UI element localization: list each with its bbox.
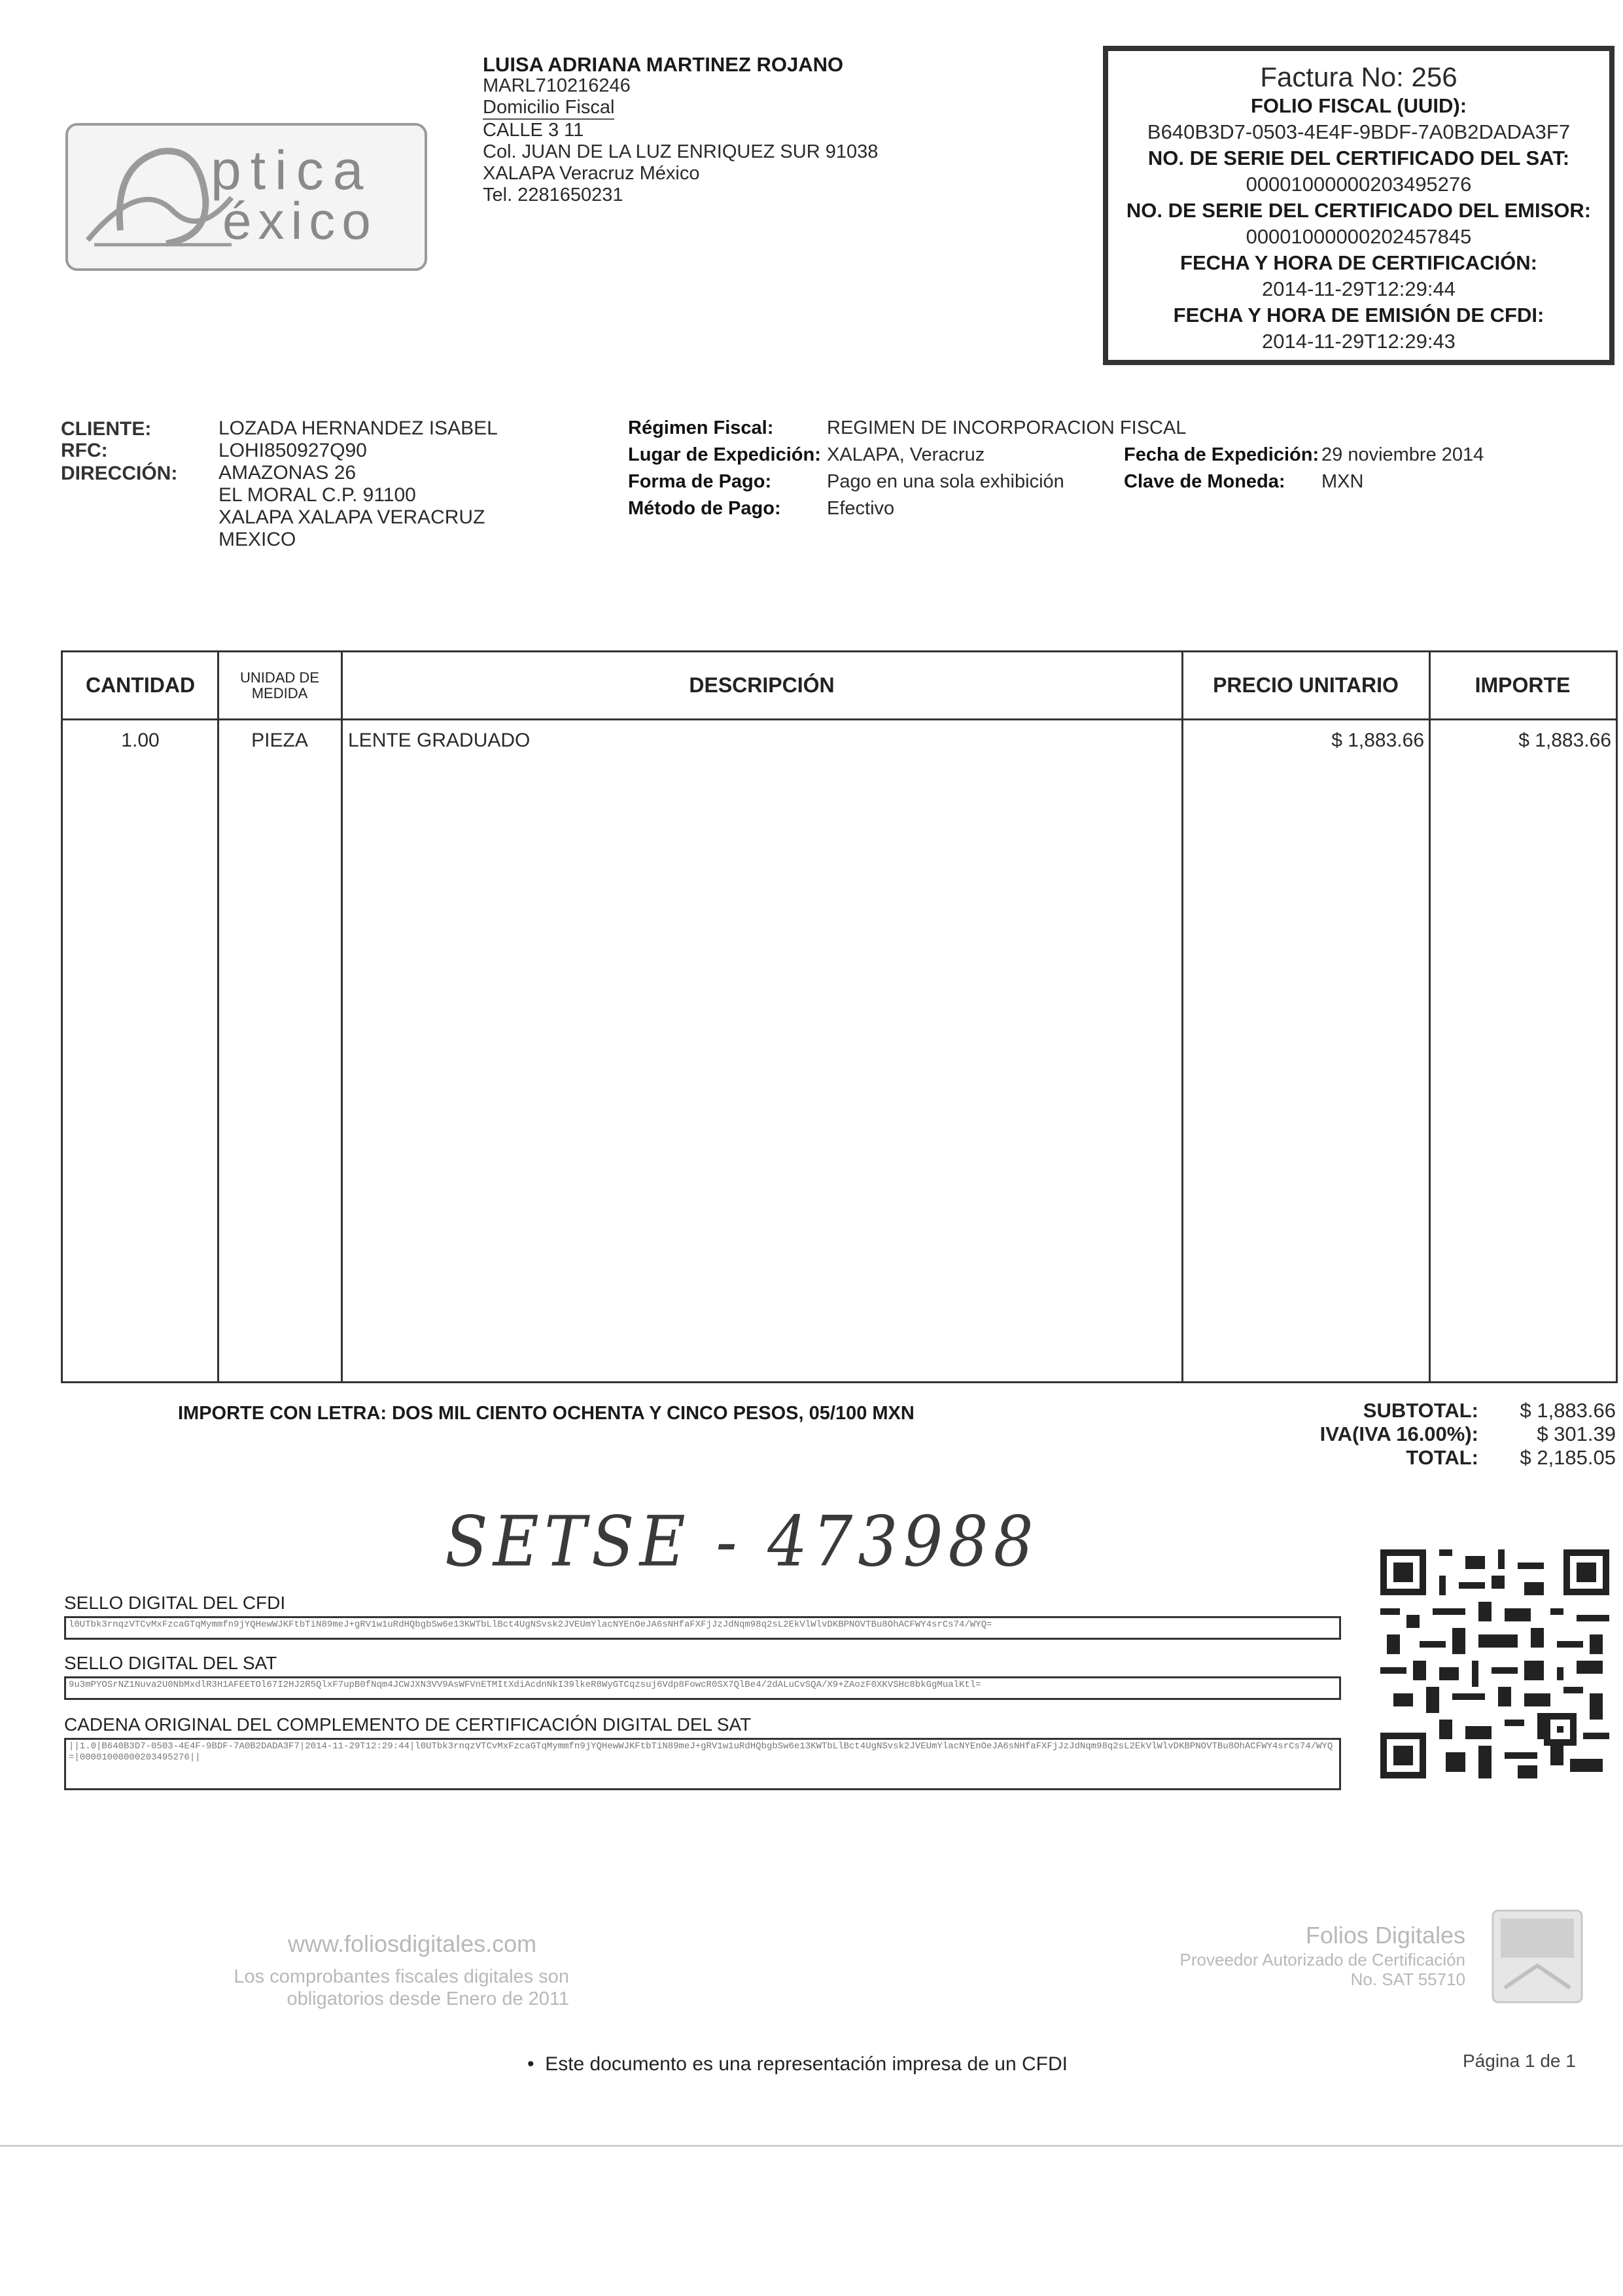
folio-label: FOLIO FISCAL (UUID):: [1250, 94, 1467, 117]
logo-text-top: ptica: [211, 139, 373, 201]
row-importe: $ 1,883.66: [1518, 730, 1611, 751]
client-rfc: LOHI850927Q90: [218, 440, 367, 461]
issuer-colonia: Col. JUAN DE LA LUZ ENRIQUEZ SUR 91038: [483, 141, 879, 162]
forma-label: Forma de Pago:: [628, 471, 772, 492]
subtotal-value: $ 1,883.66: [1520, 1399, 1616, 1422]
chain-label: CADENA ORIGINAL DEL COMPLEMENTO DE CERTIFICACIÓN DIGITAL DEL SAT: [64, 1714, 752, 1735]
client-rfc-label: RFC:: [61, 440, 108, 461]
amount-in-words-value: DOS MIL CIENTO OCHENTA Y CINCO PESOS, 05/100 MXN: [392, 1403, 915, 1424]
table-divider: [1429, 652, 1431, 1381]
row-cantidad: 1.00: [121, 730, 160, 751]
invoice-title: Factura No: 256: [1260, 62, 1457, 92]
subtotal-label: SUBTOTAL:: [1363, 1399, 1478, 1422]
emission-date-value: 2014-11-29T12:29:43: [1262, 330, 1456, 353]
provider-seal-icon: [1492, 1909, 1583, 2004]
metodo-label: Método de Pago:: [628, 498, 781, 519]
provider-block: [1112, 1921, 1465, 1989]
issuer-rfc: MARL710216246: [483, 75, 631, 96]
client-address-label: DIRECCIÓN:: [61, 463, 178, 484]
emisor-cert-value: 00001000000202457845: [1246, 225, 1472, 248]
provider-desc: Proveedor Autorizado de Certificación: [1179, 1950, 1465, 1969]
fecha-value: 29 noviembre 2014: [1321, 444, 1484, 465]
cert-date-label: FECHA Y HORA DE CERTIFICACIÓN:: [1180, 251, 1537, 274]
client-addr-line1: AMAZONAS 26: [218, 462, 357, 484]
folio-value: B640B3D7-0503-4E4F-9BDF-7A0B2DADA3F7: [1147, 120, 1571, 143]
lugar-value: XALAPA, Veracruz: [827, 444, 985, 465]
sat-cert-label: NO. DE SERIE DEL CERTIFICADO DEL SAT:: [1147, 147, 1570, 169]
table-divider: [1181, 652, 1183, 1381]
qr-code-icon: [1380, 1549, 1609, 1778]
date-currency-labels: [1124, 442, 1319, 495]
header-cantidad: CANTIDAD: [63, 652, 218, 720]
forma-value: Pago en una sola exhibición: [827, 471, 1064, 492]
issuer-city: XALAPA Veracruz México: [483, 163, 700, 184]
print-note-text: Este documento es una representación impresa de un CFDI: [545, 2053, 1068, 2075]
header-unidad: [218, 652, 341, 720]
handwritten-note: SETSE - 473988: [445, 1501, 1039, 1582]
logo-text-bottom: éxico: [222, 192, 377, 250]
print-note: [527, 2053, 1068, 2075]
issuer-phone: Tel. 2281650231: [483, 185, 623, 205]
lugar-label: Lugar de Expedición:: [628, 444, 821, 465]
regimen-label: Régimen Fiscal:: [628, 417, 774, 438]
sat-seal-value: 9u3mPYOSrNZ1Nuva2U0NbMxdlR3H1AFEETOl67I2HJ2R5QlxF7upB0fNqm4JCWJXN3VV9AsWFVnETMItXdiAcdnNkI39lkeR8WyGTCqzsuj6Vdp8FowcR0SX7QlBe4/2dALuCvSQA/X9+ZAozF0XKVSHc8bkGgMualKtl=: [64, 1676, 1341, 1700]
cfdi-seal-value: l0UTbk3rnqzVTCvMxFzcaGTqMymmfn9jYQHewWJKFtbTiN89meJ+gRV1w1uRdHQbgbSw6e13KWTbLlBct4UgNSvsk2JVEUmYlacNYEnOeJA6sNHfaFXFjJzJdNqm98q2sL2EkVlWlvDKBPNOVTBu8OhACFWY4srCs74/WYQ=: [64, 1616, 1341, 1640]
issuer-street: CALLE 3 11: [483, 120, 584, 141]
amount-in-words: [178, 1403, 915, 1424]
amount-in-words-label: IMPORTE CON LETRA:: [178, 1403, 387, 1424]
iva-value: $ 301.39: [1537, 1422, 1616, 1445]
bullet-icon: •: [527, 2053, 546, 2075]
header-unidad-line1: UNIDAD DE: [239, 669, 319, 686]
issuer-address-label: Domicilio Fiscal: [483, 97, 614, 120]
footer-legal-line1: Los comprobantes fiscales digitales son: [234, 1966, 569, 1987]
client-values: [218, 417, 498, 551]
items-table: [61, 650, 1618, 1383]
total-value: $ 2,185.05: [1520, 1446, 1616, 1469]
emisor-cert-label: NO. DE SERIE DEL CERTIFICADO DEL EMISOR:: [1126, 199, 1592, 222]
moneda-value: MXN: [1321, 471, 1364, 492]
cert-date-value: 2014-11-29T12:29:44: [1262, 277, 1456, 300]
provider-name: Folios Digitales: [1305, 1922, 1465, 1949]
page-number: Página 1 de 1: [1463, 2051, 1576, 2071]
row-descripcion: LENTE GRADUADO: [348, 730, 531, 751]
header-unidad-line2: MEDIDA: [251, 684, 308, 701]
client-labels: [61, 417, 177, 487]
invoice-info-box: [1103, 46, 1614, 365]
emission-date-label: FECHA Y HORA DE EMISIÓN DE CFDI:: [1173, 304, 1544, 327]
total-label: TOTAL:: [1406, 1446, 1478, 1469]
footer-legal: [196, 1966, 569, 2010]
client-addr-line2: EL MORAL C.P. 91100: [218, 484, 416, 506]
client-addr-line4: MEXICO: [218, 529, 296, 550]
company-logo: [65, 123, 427, 271]
date-currency-values: [1321, 442, 1484, 495]
cfdi-seal-label: SELLO DIGITAL DEL CFDI: [64, 1593, 286, 1613]
client-label: CLIENTE:: [61, 418, 152, 440]
sat-seal-label: SELLO DIGITAL DEL SAT: [64, 1653, 277, 1673]
sat-cert-value: 00001000000203495276: [1246, 173, 1472, 196]
table-divider: [217, 652, 219, 1381]
chain-value: ||1.0|B640B3D7-0503-4E4F-9BDF-7A0B2DADA3F7|2014-11-29T12:29:44|l0UTbk3rnqzVTCvMxFzcaGTqMymmfn9jYQHewWJKFtbTiN89meJ+gRV1w1uRdHQbgbSw6e13KWTbLlBct4UgNSvsk2JVEUmYlacNYEnOeJA6sNHfaFXFjJzJdNqm98q2sL2EkVlWlvDKBPNOVTBu8OhACFWY4srCs74/WYQ=|00001000000203495276||: [64, 1738, 1341, 1790]
client-name: LOZADA HERNANDEZ ISABEL: [218, 417, 498, 439]
regimen-value: REGIMEN DE INCORPORACION FISCAL: [827, 417, 1187, 438]
page-divider: [0, 2145, 1623, 2147]
metodo-value: Efectivo: [827, 498, 895, 519]
issuer-block: [483, 54, 878, 206]
row-unidad: PIEZA: [251, 730, 308, 751]
header-precio: PRECIO UNITARIO: [1182, 652, 1429, 720]
client-addr-line3: XALAPA XALAPA VERACRUZ: [218, 506, 485, 528]
fecha-label: Fecha de Expedición:: [1124, 444, 1319, 465]
header-descripcion: DESCRIPCIÓN: [341, 652, 1182, 720]
totals-values: [1492, 1399, 1616, 1470]
row-precio: $ 1,883.66: [1331, 730, 1424, 751]
fiscal-labels: [628, 415, 821, 522]
footer-legal-line2: obligatorios desde Enero de 2011: [287, 1988, 569, 2009]
table-divider: [341, 652, 343, 1381]
moneda-label: Clave de Moneda:: [1124, 471, 1285, 492]
totals-labels: [1243, 1399, 1478, 1470]
footer-site: www.foliosdigitales.com: [288, 1930, 537, 1957]
header-importe: IMPORTE: [1429, 652, 1616, 720]
provider-number: No. SAT 55710: [1350, 1969, 1465, 1989]
issuer-name: LUISA ADRIANA MARTINEZ ROJANO: [483, 53, 844, 76]
iva-label: IVA(IVA 16.00%):: [1319, 1422, 1478, 1445]
